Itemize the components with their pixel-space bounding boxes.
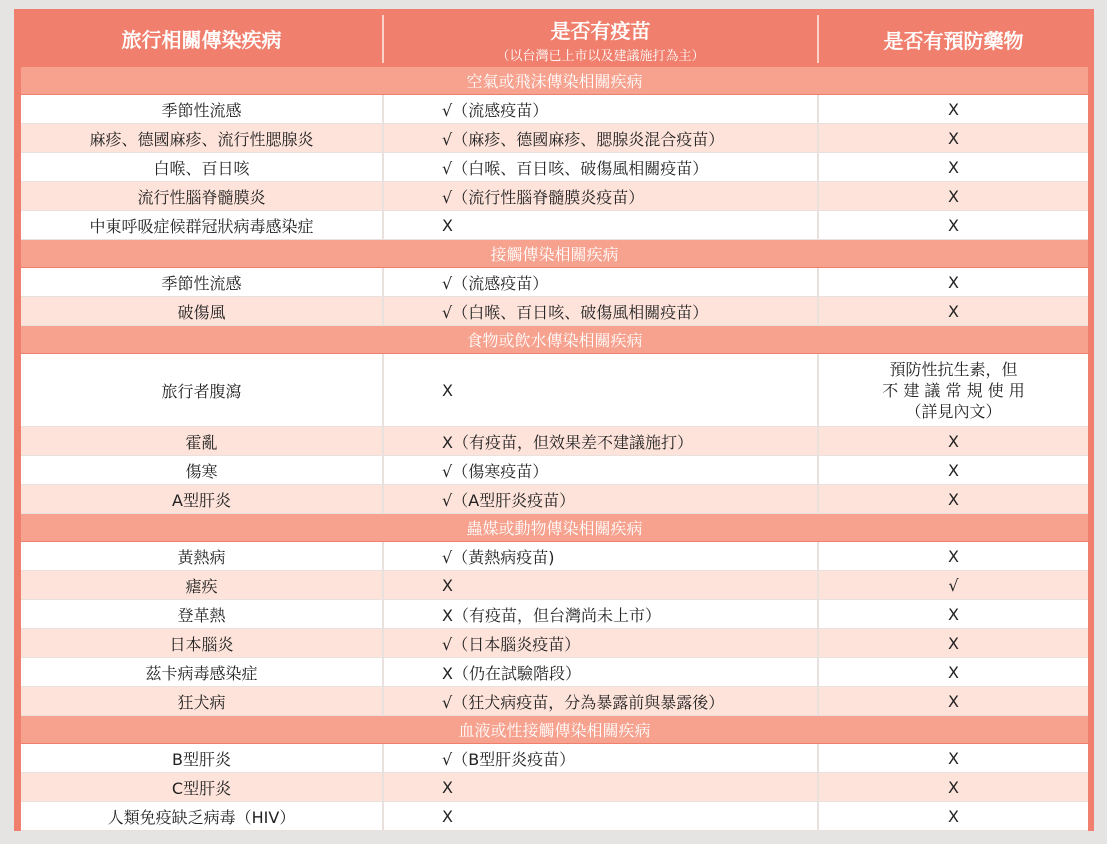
header-drug-label: 是否有預防藥物 xyxy=(883,28,1024,53)
vaccine-cell xyxy=(382,485,817,513)
table-row xyxy=(21,485,1088,514)
drug-cell-text: X xyxy=(948,777,959,797)
disease-cell-text: A型肝炎 xyxy=(172,490,231,510)
disease-cell-text: 中東呼吸症候群冠狀病毒感染症 xyxy=(89,216,314,236)
table-body xyxy=(21,67,1088,831)
disease-cell xyxy=(21,571,382,599)
disease-cell-text: 瘧疾 xyxy=(185,576,218,596)
drug-cell-text: X xyxy=(948,128,959,148)
drug-cell xyxy=(817,687,1088,715)
disease-cell-text: 日本腦炎 xyxy=(169,634,234,654)
drug-cell-text: √ xyxy=(948,575,959,595)
drug-cell-text: X xyxy=(948,633,959,653)
drug-cell xyxy=(817,456,1088,484)
vaccine-cell-text: X（仍在試驗階段） xyxy=(442,663,581,683)
drug-cell-text: X xyxy=(948,272,959,292)
disease-cell xyxy=(21,124,382,152)
vaccine-cell xyxy=(382,687,817,715)
vaccine-cell-text: √（白喉、百日咳、破傷風相關疫苗） xyxy=(442,302,709,322)
table-row xyxy=(21,658,1088,687)
vaccine-cell-text: X xyxy=(442,215,453,235)
disease-cell-text: B型肝炎 xyxy=(172,749,231,769)
disease-cell-text: 人類免疫缺乏病毒（HIV） xyxy=(107,807,296,827)
table-row xyxy=(21,124,1088,153)
header-drug xyxy=(817,15,1088,63)
drug-cell xyxy=(817,354,1088,426)
vaccine-cell xyxy=(382,542,817,570)
drug-cell xyxy=(817,571,1088,599)
vaccine-cell xyxy=(382,629,817,657)
drug-cell xyxy=(817,268,1088,296)
table-row xyxy=(21,629,1088,658)
section-header: 血液或性接觸傳染相關疾病 xyxy=(21,716,1088,744)
disease-cell-text: 旅行者腹瀉 xyxy=(161,381,242,401)
table-row xyxy=(21,95,1088,124)
vaccine-cell-text: X（有疫苗，但台灣尚未上市） xyxy=(442,605,661,625)
section-header: 食物或飲水傳染相關疾病 xyxy=(21,326,1088,354)
drug-cell-text: X xyxy=(948,301,959,321)
disease-cell-text: 季節性流感 xyxy=(161,100,242,120)
table-row xyxy=(21,687,1088,716)
drug-cell-text: X xyxy=(948,546,959,566)
vaccine-cell-text: √（白喉、百日咳、破傷風相關疫苗） xyxy=(442,158,709,178)
section-header: 空氣或飛沫傳染相關疾病 xyxy=(21,67,1088,95)
vaccine-cell-text: X xyxy=(442,575,453,595)
vaccine-cell-text: √（流感疫苗） xyxy=(442,273,549,293)
disease-cell-text: 登革熱 xyxy=(177,605,226,625)
drug-cell-text: X xyxy=(948,662,959,682)
drug-cell xyxy=(817,427,1088,455)
table-row xyxy=(21,744,1088,773)
table-row xyxy=(21,427,1088,456)
disease-cell-text: 黃熱病 xyxy=(177,547,226,567)
drug-cell-text: X xyxy=(948,748,959,768)
disease-cell xyxy=(21,297,382,325)
vaccine-cell-text: X xyxy=(442,777,453,797)
drug-cell xyxy=(817,297,1088,325)
drug-cell-text: X xyxy=(948,186,959,206)
header-vaccine-sublabel: （以台灣已上市以及建議施打為主） xyxy=(496,48,705,64)
table-row xyxy=(21,182,1088,211)
drug-cell-text: X xyxy=(948,157,959,177)
disease-cell-text: 傷寒 xyxy=(185,461,218,481)
vaccine-cell xyxy=(382,802,817,830)
disease-cell-text: 麻疹、德國麻疹、流行性腮腺炎 xyxy=(89,129,314,149)
disease-cell-text: 霍亂 xyxy=(185,432,218,452)
drug-cell-text: X xyxy=(948,431,959,451)
disease-cell xyxy=(21,629,382,657)
vaccine-cell xyxy=(382,354,817,426)
table-row xyxy=(21,802,1088,831)
disease-cell xyxy=(21,153,382,181)
table-header xyxy=(21,9,1088,67)
header-vaccine xyxy=(382,15,817,63)
vaccine-cell xyxy=(382,456,817,484)
vaccine-cell xyxy=(382,744,817,772)
disease-cell xyxy=(21,95,382,123)
vaccine-cell-text: √（麻疹、德國麻疹、腮腺炎混合疫苗） xyxy=(442,129,725,149)
disease-cell xyxy=(21,744,382,772)
drug-cell xyxy=(817,485,1088,513)
table-row xyxy=(21,600,1088,629)
table-row xyxy=(21,542,1088,571)
vaccine-cell xyxy=(382,95,817,123)
drug-cell xyxy=(817,629,1088,657)
vaccine-cell xyxy=(382,600,817,628)
table-row xyxy=(21,354,1088,427)
vaccine-cell xyxy=(382,297,817,325)
vaccine-cell xyxy=(382,427,817,455)
vaccine-cell-text: √（B型肝炎疫苗） xyxy=(442,749,576,769)
vaccine-cell xyxy=(382,211,817,239)
table-row xyxy=(21,297,1088,326)
disease-cell-text: 流行性腦脊髓膜炎 xyxy=(137,187,266,207)
drug-cell-text: X xyxy=(948,215,959,235)
disease-cell xyxy=(21,485,382,513)
drug-cell-text: 預防性抗生素，但 不 建 議 常 規 使 用 （詳見內文） xyxy=(882,359,1025,421)
disease-cell xyxy=(21,687,382,715)
vaccine-cell xyxy=(382,571,817,599)
vaccine-cell-text: √（日本腦炎疫苗） xyxy=(442,634,581,654)
drug-cell-text: X xyxy=(948,460,959,480)
vaccine-cell-text: X（有疫苗，但效果差不建議施打） xyxy=(442,432,693,452)
header-vaccine-label: 是否有疫苗 xyxy=(550,18,651,43)
vaccine-cell-text: √（A型肝炎疫苗） xyxy=(442,490,576,510)
drug-cell xyxy=(817,773,1088,801)
header-disease-label: 旅行相關傳染疾病 xyxy=(121,27,282,52)
vaccine-cell-text: √（狂犬病疫苗，分為暴露前與暴露後） xyxy=(442,692,725,712)
vaccine-cell xyxy=(382,153,817,181)
drug-cell xyxy=(817,542,1088,570)
disease-cell-text: C型肝炎 xyxy=(171,778,232,798)
vaccine-cell-text: √（流感疫苗） xyxy=(442,100,549,120)
drug-cell xyxy=(817,211,1088,239)
drug-cell xyxy=(817,600,1088,628)
drug-cell xyxy=(817,182,1088,210)
drug-cell xyxy=(817,658,1088,686)
drug-cell-text: X xyxy=(948,691,959,711)
vaccine-cell xyxy=(382,658,817,686)
table-row xyxy=(21,456,1088,485)
disease-vaccine-table xyxy=(14,9,1094,831)
drug-cell xyxy=(817,95,1088,123)
vaccine-cell xyxy=(382,268,817,296)
drug-cell xyxy=(817,153,1088,181)
drug-cell-text: X xyxy=(948,99,959,119)
table-row xyxy=(21,571,1088,600)
drug-cell-text: X xyxy=(948,604,959,624)
disease-cell xyxy=(21,182,382,210)
vaccine-cell-text: √（流行性腦脊髓膜炎疫苗） xyxy=(442,187,645,207)
vaccine-cell-text: √（傷寒疫苗） xyxy=(442,461,549,481)
drug-cell xyxy=(817,124,1088,152)
vaccine-cell xyxy=(382,773,817,801)
disease-cell-text: 季節性流感 xyxy=(161,273,242,293)
disease-cell xyxy=(21,354,382,426)
table-row xyxy=(21,211,1088,240)
drug-cell xyxy=(817,744,1088,772)
disease-cell xyxy=(21,268,382,296)
vaccine-cell-text: X xyxy=(442,380,453,400)
section-header: 蟲媒或動物傳染相關疾病 xyxy=(21,514,1088,542)
table-row xyxy=(21,153,1088,182)
drug-cell-text: X xyxy=(948,806,959,826)
header-disease xyxy=(21,9,382,67)
disease-cell-text: 茲卡病毒感染症 xyxy=(145,663,258,683)
disease-cell xyxy=(21,773,382,801)
disease-cell-text: 破傷風 xyxy=(177,302,226,322)
table-row xyxy=(21,773,1088,802)
disease-cell xyxy=(21,802,382,830)
disease-cell xyxy=(21,427,382,455)
drug-cell xyxy=(817,802,1088,830)
vaccine-cell-text: √（黃熱病疫苗) xyxy=(442,547,555,567)
disease-cell xyxy=(21,456,382,484)
table-row xyxy=(21,268,1088,297)
vaccine-cell-text: X xyxy=(442,806,453,826)
vaccine-cell xyxy=(382,182,817,210)
disease-cell xyxy=(21,211,382,239)
disease-cell-text: 白喉、百日咳 xyxy=(153,158,250,178)
disease-cell-text: 狂犬病 xyxy=(177,692,226,712)
section-header: 接觸傳染相關疾病 xyxy=(21,240,1088,268)
disease-cell xyxy=(21,542,382,570)
vaccine-cell xyxy=(382,124,817,152)
disease-cell xyxy=(21,600,382,628)
disease-cell xyxy=(21,658,382,686)
drug-cell-text: X xyxy=(948,489,959,509)
